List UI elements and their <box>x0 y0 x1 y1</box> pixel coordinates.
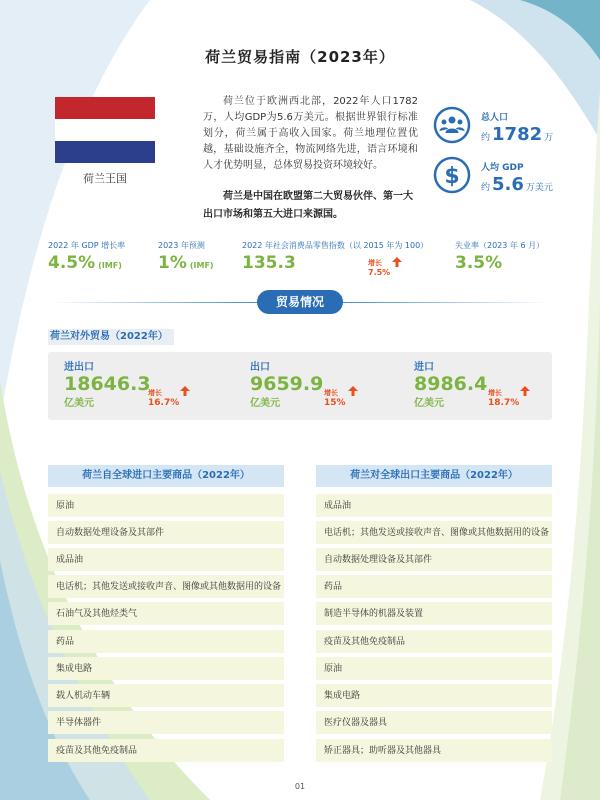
trade-unit: 亿美元 <box>64 398 94 409</box>
up-arrow-icon <box>392 257 402 267</box>
stat-value: 135.3 <box>242 253 296 273</box>
exports-header: 荷兰对全球出口主要商品（2022年） <box>316 465 552 487</box>
intro-paragraph: 荷兰位于欧洲西北部，2022年人口1782万，人均GDP为5.6万美元。根据世界银行标准划分，荷兰属于高收入国家。荷兰地理位置优越，基础设施齐全，物流网络先进，语言环境和人才优势明显，总体贸易投资环境较好。 <box>203 96 418 171</box>
stat-forecast <box>158 240 214 273</box>
population-icon <box>433 106 471 144</box>
imports-item: 集成电路 <box>48 657 284 680</box>
flag-white-band <box>55 119 155 141</box>
imports-item: 原油 <box>48 494 284 517</box>
exports-item: 医疗仪器及器具 <box>316 711 552 734</box>
stat-value: 3.5% <box>455 253 503 273</box>
exports-item: 电话机；其他发送或接收声音、图像或其他数据用的设备 <box>316 521 552 544</box>
trade-value: 8986.4 <box>414 373 488 395</box>
stat-source: (IMF) <box>189 261 214 270</box>
stat-label: 2022 年 GDP 增长率 <box>48 241 126 250</box>
exports-item: 疫苗及其他免疫制品 <box>316 630 552 653</box>
imports-item: 成品油 <box>48 548 284 571</box>
imports-header: 荷兰自全球进口主要商品（2022年） <box>48 465 284 487</box>
netherlands-flag <box>55 97 155 163</box>
population-value <box>481 124 553 145</box>
imports-item: 药品 <box>48 630 284 653</box>
population-prefix: 约 <box>481 133 491 143</box>
growth-value: 7.5% <box>368 268 391 277</box>
trade-export-growth <box>324 388 346 408</box>
stat-number: 1% <box>158 253 187 273</box>
stat-label: 2023 年预测 <box>158 241 205 250</box>
gdp-unit: 万美元 <box>525 183 553 193</box>
page-number: 01 <box>294 782 306 791</box>
trade-label: 出口 <box>250 362 270 373</box>
flag-label: 荷兰王国 <box>83 172 127 185</box>
stat-value <box>158 253 214 273</box>
dollar-icon <box>433 156 471 194</box>
intro-highlight: 荷兰是中国在欧盟第二大贸易伙伴、第一大出口市场和第五大进口来源国。 <box>203 191 413 220</box>
trade-value: 18646.3 <box>64 373 151 395</box>
exports-item: 集成电路 <box>316 684 552 707</box>
trade-unit: 亿美元 <box>250 398 280 409</box>
gdp-number: 5.6 <box>492 174 524 195</box>
up-arrow-icon <box>180 386 190 396</box>
gdp-prefix: 约 <box>481 183 491 193</box>
trade-subtitle: 荷兰对外贸易（2022年） <box>48 329 174 345</box>
growth-value: 16.7% <box>148 398 180 408</box>
flag-blue-band <box>55 141 155 163</box>
imports-item: 自动数据处理设备及其部件 <box>48 521 284 544</box>
growth-value: 15% <box>324 398 346 408</box>
up-arrow-icon <box>348 386 358 396</box>
trade-import <box>414 358 487 409</box>
imports-item: 石油气及其他烃类气 <box>48 602 284 625</box>
growth-label: 增长 <box>324 389 338 397</box>
stat-value <box>48 253 125 273</box>
svg-text:$: $ <box>444 164 460 189</box>
stat-label: 失业率（2023 年 6 月） <box>455 241 545 250</box>
trade-label: 进出口 <box>64 362 94 373</box>
gdp-value <box>481 174 553 195</box>
exports-item: 自动数据处理设备及其部件 <box>316 548 552 571</box>
gdp-label: 人均 GDP <box>481 163 524 173</box>
trade-label: 进口 <box>414 362 434 373</box>
trade-total <box>64 358 151 409</box>
stat-gdp-growth <box>48 240 125 273</box>
exports-item: 矫正器具；助听器及其他器具 <box>316 739 552 762</box>
trade-unit: 亿美元 <box>414 398 444 409</box>
exports-item: 原油 <box>316 657 552 680</box>
population-number: 1782 <box>492 124 543 145</box>
stat-label: 2022 年社会消费品零售指数（以 2015 年为 100） <box>242 241 429 250</box>
imports-item: 半导体器件 <box>48 711 284 734</box>
trade-import-growth <box>488 388 519 408</box>
imports-item: 载人机动车辆 <box>48 684 284 707</box>
trade-total-growth <box>148 388 179 408</box>
stat-source: (IMF) <box>98 261 122 270</box>
section-title-badge: 贸易情况 <box>257 290 343 314</box>
page-title: 荷兰贸易指南（2023年） <box>205 48 395 66</box>
growth-label: 增长 <box>148 389 162 397</box>
imports-item: 疫苗及其他免疫制品 <box>48 739 284 762</box>
population-unit: 万 <box>544 133 554 143</box>
growth-value: 18.7% <box>488 398 520 408</box>
growth-label: 增长 <box>368 259 382 267</box>
imports-item: 电话机；其他发送或接收声音、图像或其他数据用的设备 <box>48 575 284 598</box>
up-arrow-icon <box>520 386 530 396</box>
exports-item: 制造半导体的机器及装置 <box>316 602 552 625</box>
stat-number: 4.5% <box>48 253 96 273</box>
retail-growth <box>368 258 390 278</box>
trade-export <box>250 358 323 409</box>
flag-red-band <box>55 97 155 119</box>
exports-item: 成品油 <box>316 494 552 517</box>
population-label: 总人口 <box>481 113 509 123</box>
stat-unemployment <box>455 240 544 273</box>
growth-label: 增长 <box>488 389 502 397</box>
trade-value: 9659.9 <box>250 373 324 395</box>
exports-item: 药品 <box>316 575 552 598</box>
